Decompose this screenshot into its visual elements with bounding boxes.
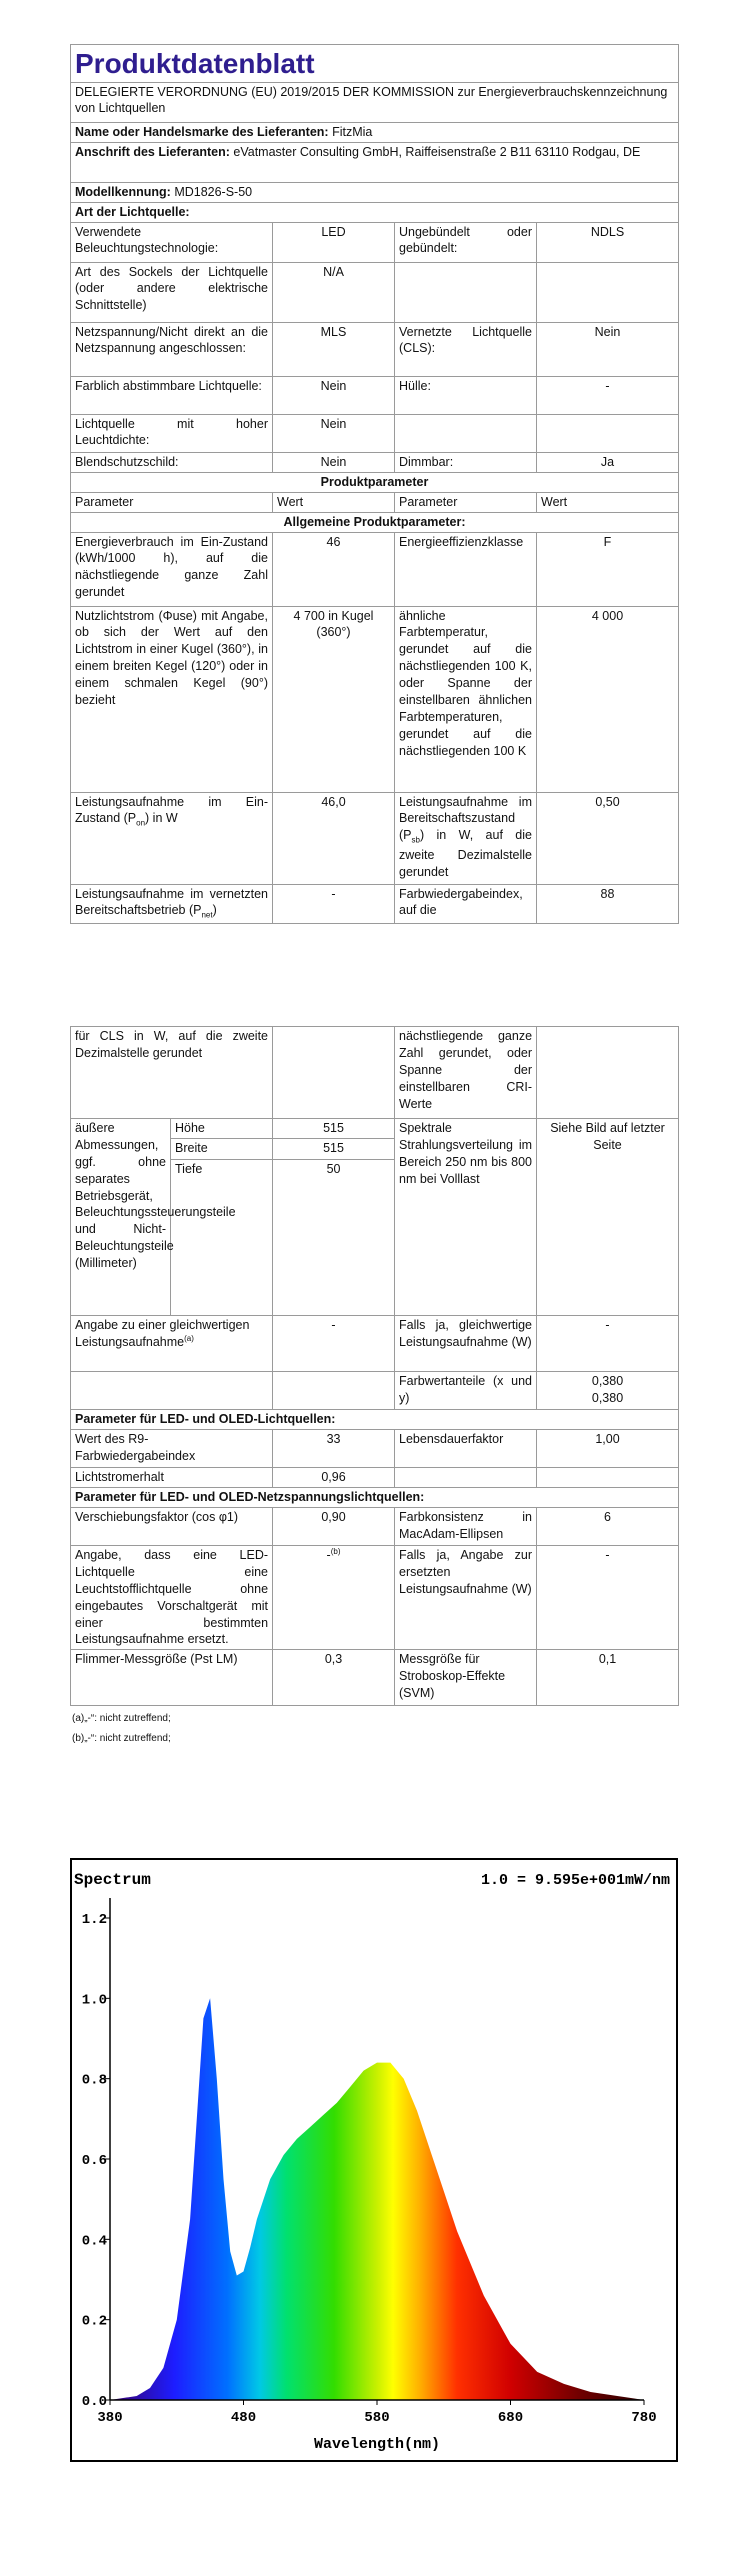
chroma-x: 0,380 xyxy=(591,1374,624,1388)
r9-label: Wert des R9-Farbwiedergabeindex xyxy=(71,1430,273,1468)
replace-value-text: - xyxy=(326,1548,331,1563)
cap-label: Art des Sockels der Lichtquelle (oder andere elektrische Schnittstelle) xyxy=(71,262,273,322)
depth-label: Tiefe xyxy=(171,1159,273,1315)
anti-glare-value: Nein xyxy=(273,452,395,472)
supplier-address-label: Anschrift des Lieferanten: xyxy=(75,144,230,159)
x-tick-label: 680 xyxy=(497,2410,524,2426)
x-axis-label: Wavelength(nm) xyxy=(313,2436,441,2453)
supplier-name-row xyxy=(71,122,679,142)
y-tick-label: 0.8 xyxy=(81,2072,107,2089)
spd-value: Siehe Bild auf letzter Seite xyxy=(537,1119,679,1316)
dimmable-value: Ja xyxy=(537,452,679,472)
displacement-value: 0,90 xyxy=(273,1508,395,1546)
empty-cell xyxy=(537,414,679,452)
dimmable-label: Dimmbar: xyxy=(395,452,537,472)
pnet-label xyxy=(71,884,273,923)
pon-sub: on xyxy=(136,818,146,828)
col-header-param: Parameter xyxy=(395,492,537,512)
y-tick-label: 0.0 xyxy=(81,2394,107,2410)
empty-cell xyxy=(71,1372,273,1410)
envelope-value: - xyxy=(537,376,679,414)
focused-label: Ungebündelt oder gebündelt: xyxy=(395,222,537,262)
width-label: Breite xyxy=(171,1139,273,1159)
y-tick-label: 0.2 xyxy=(81,2313,107,2330)
envelope-label: Hülle: xyxy=(395,376,537,414)
psb-sub: sb xyxy=(411,835,420,845)
col-header-value: Wert xyxy=(537,492,679,512)
footnote-b: (b)„-“: nicht zutreffend; xyxy=(72,1733,171,1744)
survival-value: 1,00 xyxy=(537,1430,679,1468)
supplier-address-value: eVatmaster Consulting GmbH, Raiffeisenstraße 2 B11 63110 Rodgau, DE xyxy=(233,144,641,159)
psb-value: 0,50 xyxy=(537,792,679,884)
high-luminance-label: Lichtquelle mit hoher Leuchtdichte: xyxy=(71,414,273,452)
cct-value: 4 000 xyxy=(537,606,679,792)
lighting-tech-value: LED xyxy=(273,222,395,262)
psb-label-unit: ) in W, auf die zweite Dezimalstelle gerundet xyxy=(399,828,532,879)
replace-value xyxy=(273,1546,395,1650)
flicker-value: 0,3 xyxy=(273,1650,395,1706)
mains-value: MLS xyxy=(273,322,395,376)
type-section-heading: Art der Lichtquelle: xyxy=(71,202,679,222)
cct-label: ähnliche Farbtemperatur, gerundet auf die nächstliegenden 100 K, oder Spanne der einstellbaren ähnlichen Farbtemperaturen, gerundet auf die nächstliegenden 100 K xyxy=(395,606,537,792)
col-header-param: Parameter xyxy=(71,492,273,512)
pnet-value: - xyxy=(273,884,395,923)
chroma-y: 0,380 xyxy=(591,1390,624,1405)
empty-cell xyxy=(537,1468,679,1488)
flicker-label: Flimmer-Messgröße (Pst LM) xyxy=(71,1650,273,1706)
supplier-name-label: Name oder Handelsmarke des Lieferanten: xyxy=(75,124,329,139)
stroboscopic-value: 0,1 xyxy=(537,1650,679,1706)
replace-if-label: Falls ja, Angabe zur ersetzten Leistungsaufnahme (W) xyxy=(395,1546,537,1650)
replace-note: (b) xyxy=(330,1547,341,1556)
lighting-tech-label: Verwendete Beleuchtungstechnologie: xyxy=(71,222,273,262)
psb-label-text: Leistungsaufnahme im Bereitschaftszustand (P xyxy=(399,794,532,843)
chart-title: Spectrum xyxy=(74,1871,151,1889)
pnet-sub: net xyxy=(201,910,213,920)
pnet-label-close: ) xyxy=(212,903,217,918)
datasheet-page-1 xyxy=(70,44,678,924)
displacement-label: Verschiebungsfaktor (cos φ1) xyxy=(71,1508,273,1546)
mains-label: Netzspannung/Nicht direkt an die Netzspannung angeschlossen: xyxy=(71,322,273,376)
col-header-value: Wert xyxy=(273,492,395,512)
height-label: Höhe xyxy=(171,1119,273,1139)
pnet-label-text: Leistungsaufnahme im vernetzten Bereitschaftsbetrieb (P xyxy=(75,886,268,918)
equiv-power-note: (a) xyxy=(184,1333,194,1343)
depth-value: 50 xyxy=(273,1159,395,1315)
energy-on-label: Energieverbrauch im Ein-Zustand (kWh/1000 h), auf die nächstliegende ganze Zahl gerundet xyxy=(71,532,273,606)
led-mains-heading: Parameter für LED- und OLED-Netzspannungslichtquellen: xyxy=(71,1488,679,1508)
colour-consistency-value: 6 xyxy=(537,1508,679,1546)
colour-tunable-label: Farblich abstimmbare Lichtquelle: xyxy=(71,376,273,414)
equiv-power-value: - xyxy=(273,1316,395,1372)
x-tick-label: 580 xyxy=(364,2410,390,2426)
luminous-flux-label: Nutzlichtstrom (Φuse) mit Angabe, ob sich der Wert auf den Lichtstrom in einer Kugel (360°), in einem breiten Kegel (120°) oder in einem schmalen Kegel (90°) bezieht xyxy=(71,606,273,792)
empty-cell xyxy=(273,1372,395,1410)
empty-cell xyxy=(537,1027,679,1119)
empty-cell xyxy=(395,262,537,322)
survival-label: Lebensdauerfaktor xyxy=(395,1430,537,1468)
replace-if-value: - xyxy=(537,1546,679,1650)
anti-glare-label: Blendschutzschild: xyxy=(71,452,273,472)
supplier-address-row xyxy=(71,142,679,182)
cri-label: Farbwiedergabeindex, auf die xyxy=(395,884,537,923)
stroboscopic-label: Messgröße für Stroboskop-Effekte (SVM) xyxy=(395,1650,537,1706)
general-params-heading: Allgemeine Produktparameter: xyxy=(71,512,679,532)
equiv-power-label xyxy=(71,1316,273,1372)
height-value: 515 xyxy=(273,1119,395,1139)
dims-label: äußere Abmessungen, ggf. ohne separates Betriebsgerät, Beleuchtungssteuerungsteile und Nicht-Beleuchtungsteile (Millimeter) xyxy=(71,1119,171,1316)
spd-label: Spektrale Strahlungsverteilung im Bereich 250 nm bis 800 nm bei Volllast xyxy=(395,1119,537,1316)
connected-label: Vernetzte Lichtquelle (CLS): xyxy=(395,322,537,376)
pon-label-unit: ) in W xyxy=(145,811,178,826)
energy-on-value: 46 xyxy=(273,532,395,606)
datasheet-page-2 xyxy=(70,1026,678,1706)
cri-value: 88 xyxy=(537,884,679,923)
equiv-if-value: - xyxy=(537,1316,679,1372)
model-label: Modellkennung: xyxy=(75,184,171,199)
datasheet-table-2 xyxy=(70,1026,679,1706)
pon-value: 46,0 xyxy=(273,792,395,884)
lumen-maint-label: Lichtstromerhalt xyxy=(71,1468,273,1488)
colour-tunable-value: Nein xyxy=(273,376,395,414)
equiv-power-label-text: Angabe zu einer gleichwertigen Leistungsaufnahme xyxy=(75,1318,250,1350)
x-tick-label: 480 xyxy=(230,2410,257,2426)
model-value: MD1826-S-50 xyxy=(174,184,253,199)
chroma-label: Farbwertanteile (x und y) xyxy=(395,1372,537,1410)
high-luminance-value: Nein xyxy=(273,414,395,452)
supplier-name-value: FitzMia xyxy=(332,124,373,139)
empty-cell xyxy=(395,414,537,452)
datasheet-table-1 xyxy=(70,44,679,924)
regulation-text: DELEGIERTE VERORDNUNG (EU) 2019/2015 DER KOMMISSION zur Energieverbrauchskennzeichnung von Lichtquellen xyxy=(71,82,679,122)
cap-value: N/A xyxy=(273,262,395,322)
width-value: 515 xyxy=(273,1139,395,1159)
connected-value: Nein xyxy=(537,322,679,376)
x-tick-label: 780 xyxy=(631,2410,657,2426)
footnote-a: (a)„-“: nicht zutreffend; xyxy=(72,1713,171,1724)
psb-label xyxy=(395,792,537,884)
lumen-maint-value: 0,96 xyxy=(273,1468,395,1488)
chroma-value xyxy=(537,1372,679,1410)
colour-consistency-label: Farbkonsistenz in MacAdam-Ellipsen xyxy=(395,1508,537,1546)
r9-value: 33 xyxy=(273,1430,395,1468)
spectrum-chart xyxy=(70,1858,678,2462)
y-tick-label: 1.2 xyxy=(81,1912,107,1928)
cri-label-continued: nächstliegende ganze Zahl gerundet, oder Spanne der einstellbaren CRI-Werte xyxy=(395,1027,537,1119)
x-tick-label: 380 xyxy=(97,2410,123,2426)
replace-label: Angabe, dass eine LED-Lichtquelle eine Leuchtstofflichtquelle ohne eingebautes Vorschaltgerät mit einer bestimmten Leistungsaufnahme ersetzt. xyxy=(71,1546,273,1650)
pon-label-text: Leistungsaufnahme im Ein-Zustand (P xyxy=(75,794,268,826)
empty-cell xyxy=(537,262,679,322)
equiv-if-label: Falls ja, gleichwertige Leistungsaufnahme (W) xyxy=(395,1316,537,1372)
chart-scale-label: 1.0 = 9.595e+001mW/nm xyxy=(480,1872,670,1889)
empty-cell xyxy=(273,1027,395,1119)
luminous-flux-value: 4 700 in Kugel (360°) xyxy=(273,606,395,792)
y-tick-label: 1.0 xyxy=(81,1992,107,2009)
y-tick-label: 0.4 xyxy=(81,2233,107,2250)
led-params-heading: Parameter für LED- und OLED-Lichtquellen: xyxy=(71,1410,679,1430)
pnet-label-continued: für CLS in W, auf die zweite Dezimalstelle gerundet xyxy=(71,1027,273,1119)
y-tick-label: 0.6 xyxy=(81,2153,107,2169)
product-params-heading: Produktparameter xyxy=(71,472,679,492)
pon-label xyxy=(71,792,273,884)
energy-class-label: Energieeffizienzklasse xyxy=(395,532,537,606)
empty-cell xyxy=(395,1468,537,1488)
model-row xyxy=(71,182,679,202)
page-title: Produktdatenblatt xyxy=(71,45,679,83)
focused-value: NDLS xyxy=(537,222,679,262)
energy-class-value: F xyxy=(537,532,679,606)
